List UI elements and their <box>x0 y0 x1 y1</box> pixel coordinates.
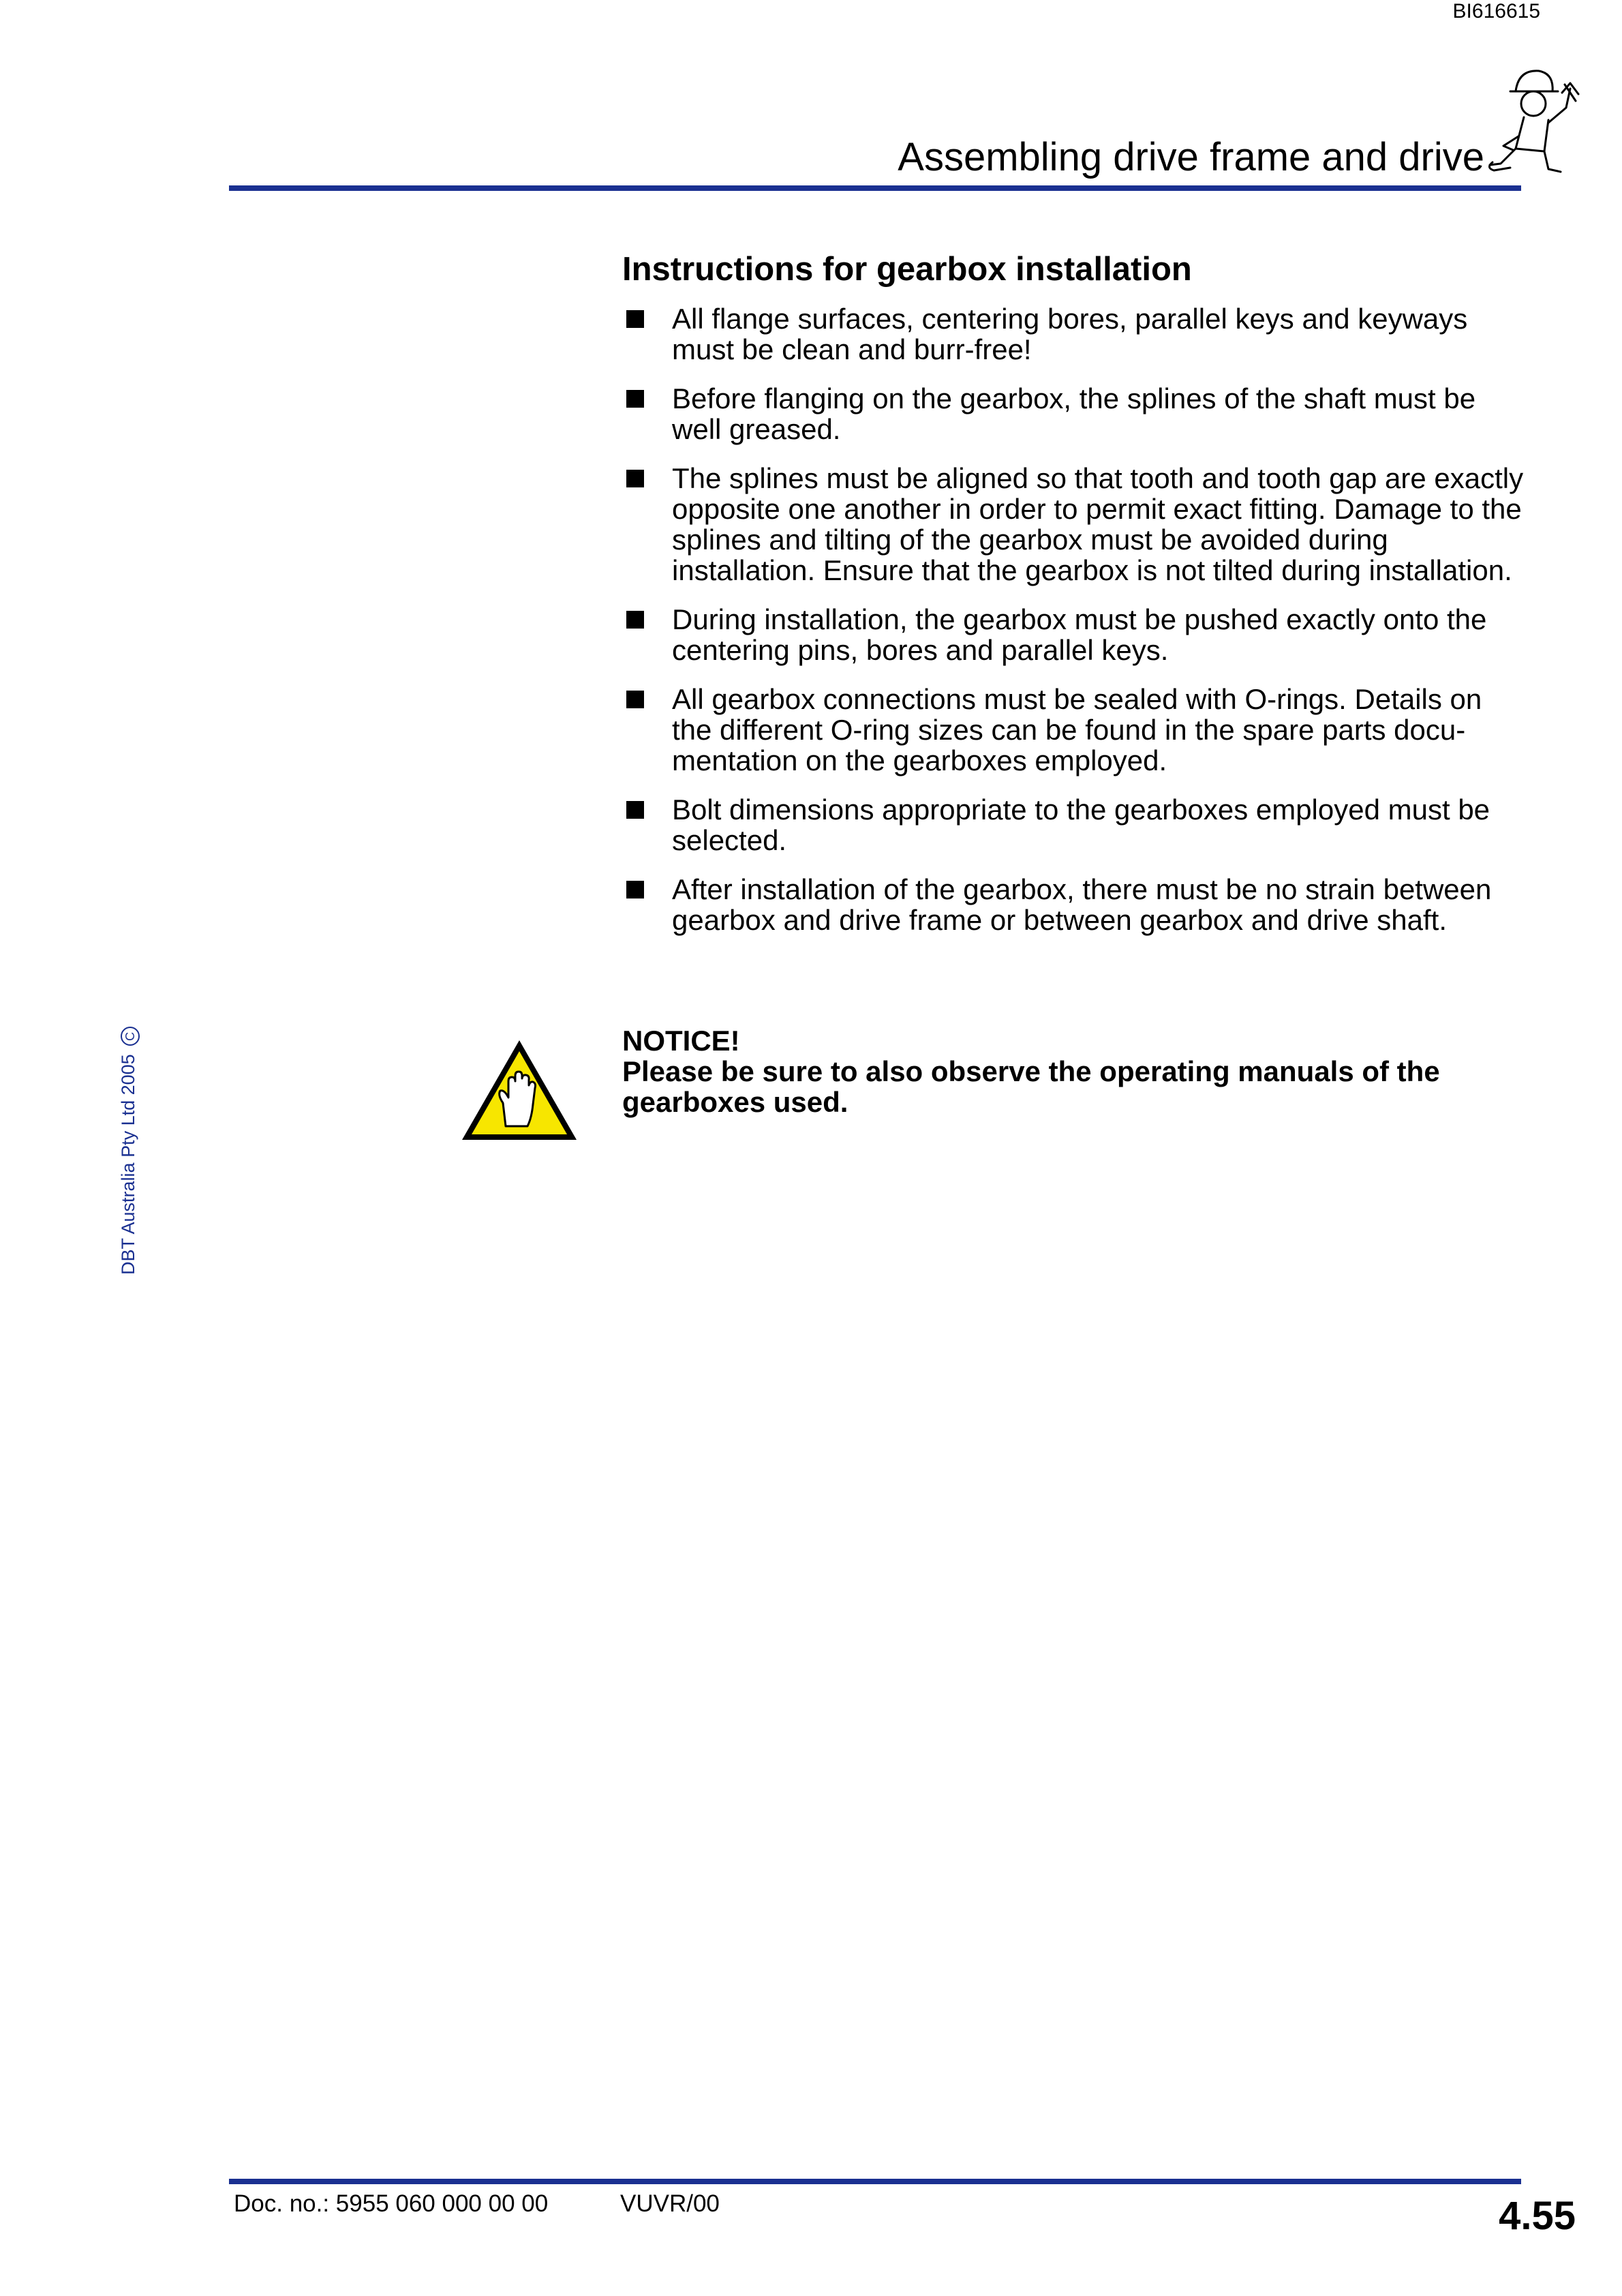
header-rule <box>229 185 1521 191</box>
bullet-square-icon <box>626 801 644 819</box>
bullet-square-icon <box>626 691 644 708</box>
notice-text: Please be sure to also observe the operating manuals of the gearboxes used. <box>622 1055 1440 1118</box>
list-item-text: Bolt dimensions appropriate to the gearboxes employed must be selected. <box>672 794 1490 856</box>
bullet-square-icon <box>626 611 644 629</box>
notice-box <box>622 1025 1529 1117</box>
list-item <box>622 463 1529 586</box>
list-item-text: All flange surfaces, centering bores, parallel keys and keyways must be clean and burr-free! <box>672 303 1468 365</box>
list-item-text: Before flanging on the gearbox, the splines of the shaft must be well greased. <box>672 382 1476 445</box>
list-item-text: During installation, the gearbox must be pushed exactly onto the centering pins, bores and parallel keys. <box>672 603 1487 666</box>
bullet-square-icon <box>626 881 644 898</box>
list-item <box>622 383 1529 444</box>
list-item <box>622 794 1529 856</box>
document-version: VUVR/00 <box>620 2190 720 2217</box>
list-item-text: After installation of the gearbox, there must be no strain between gearbox and drive frame or between gearbox and drive shaft. <box>672 873 1492 936</box>
page-header-title: Assembling drive frame and drive <box>898 135 1484 179</box>
list-item <box>622 684 1529 776</box>
copyright-symbol-icon: C <box>121 1027 140 1046</box>
bullet-square-icon <box>626 470 644 487</box>
instruction-list <box>622 303 1529 954</box>
bullet-square-icon <box>626 310 644 328</box>
bullet-square-icon <box>626 390 644 408</box>
worker-icon <box>1486 60 1588 179</box>
footer-rule <box>229 2179 1521 2184</box>
copyright-text: DBT Australia Pty Ltd 2005 <box>118 1054 138 1275</box>
list-item <box>622 604 1529 665</box>
document-number: Doc. no.: 5955 060 000 00 00 <box>234 2190 549 2217</box>
list-item-text: The splines must be aligned so that tooth and tooth gap are exactly opposite one another in order to permit exact fitting. Damage to the splines and tilting of the gearbox must be avoided during installation. Ensure that the gearbox is not tilted during installation. <box>672 462 1524 586</box>
page-number: 4.55 <box>1499 2194 1576 2238</box>
section-heading: Instructions for gearbox installation <box>622 251 1192 288</box>
warning-hand-icon <box>458 1036 581 1145</box>
copyright-notice <box>112 1029 144 1275</box>
list-item <box>622 303 1529 365</box>
notice-label: NOTICE! <box>622 1025 740 1057</box>
list-item-text: All gearbox connections must be sealed with O-rings. Details on the different O-ring sizes can be found in the spare parts docu-mentation on the gearboxes employed. <box>672 683 1482 776</box>
list-item <box>622 874 1529 935</box>
document-id: BI616615 <box>1452 0 1540 22</box>
